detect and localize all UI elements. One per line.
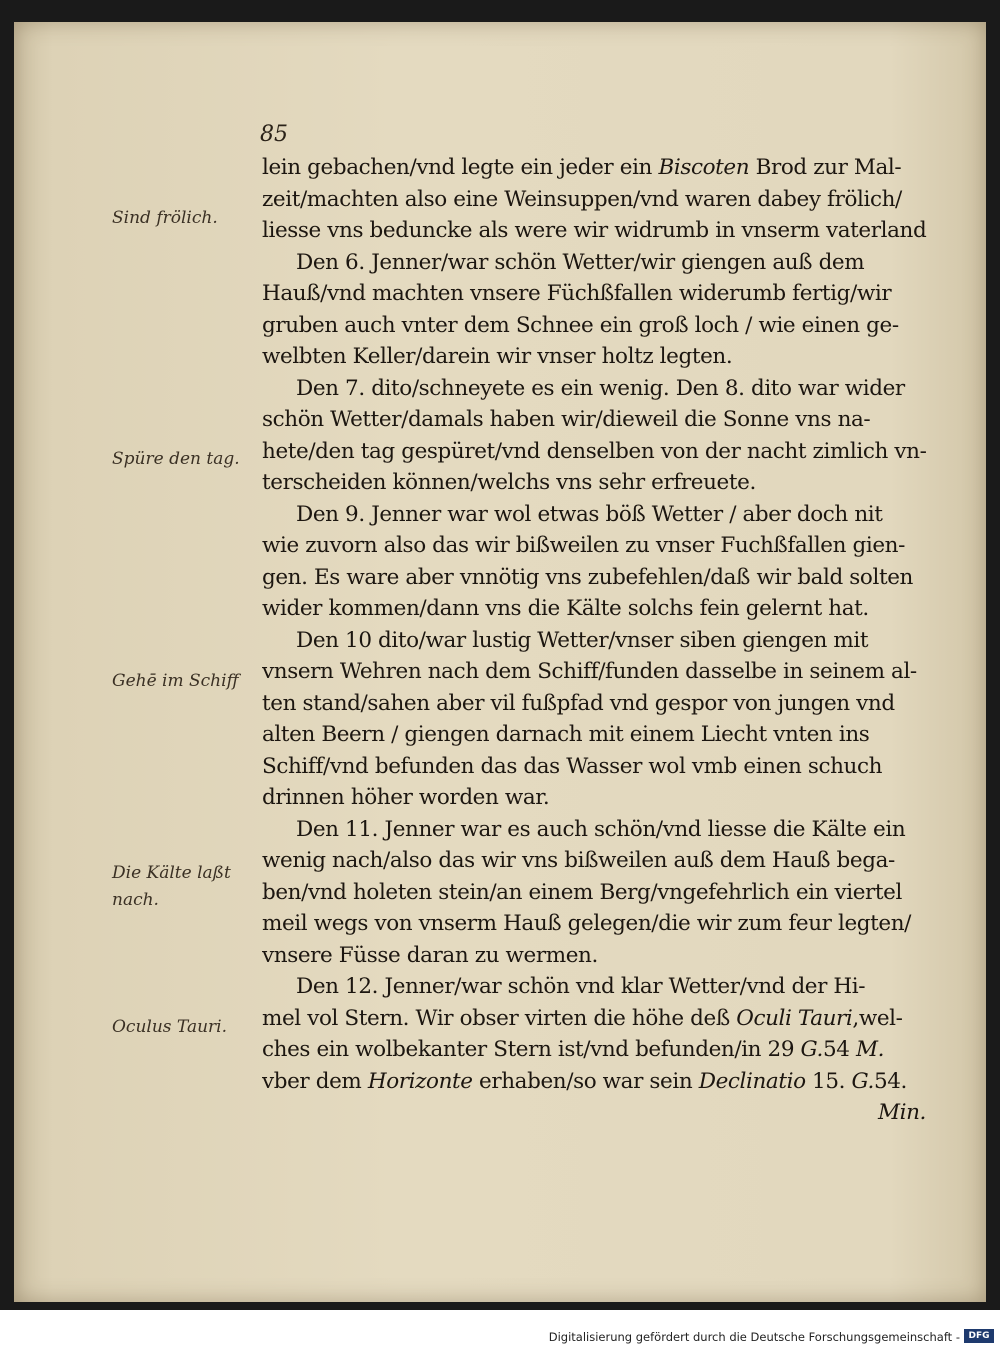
- text-line: [262, 1034, 934, 1066]
- margin-note-frolich: Sind frölich.: [112, 208, 218, 228]
- text-segment: ,wel-: [852, 1005, 903, 1031]
- text-segment: lein gebachen/vnd legte ein jeder ein: [262, 155, 659, 180]
- text-segment: 15.: [805, 1068, 852, 1094]
- text-line: [262, 436, 934, 468]
- text-line: [262, 278, 934, 310]
- text-segment: erhaben/so war sein: [472, 1068, 699, 1094]
- text-segment: vnsere Füsse daran zu wermen.: [262, 942, 598, 968]
- text-line: [262, 1097, 934, 1129]
- text-segment: Den 11. Jenner war es auch schön/vnd liesse die Kälte ein: [296, 816, 906, 842]
- text-line: [262, 247, 934, 279]
- margin-note-tag: Spüre den tag.: [112, 449, 240, 469]
- text-segment: Den 12. Jenner/war schön vnd klar Wetter/vnd der Hi-: [296, 974, 866, 999]
- text-segment: meil wegs von vnserm Hauß gelegen/die wir zum feur legten/: [262, 911, 911, 936]
- latin-term: G.: [851, 1068, 874, 1094]
- latin-term: Horizonte: [367, 1068, 473, 1094]
- text-line: [262, 530, 934, 562]
- text-segment: drinnen höher worden war.: [262, 785, 550, 810]
- text-line: [262, 341, 934, 373]
- text-segment: Schiff/vnd befunden das das Wasser wol vmb einen schuch: [262, 753, 883, 779]
- text-segment: Den 9. Jenner war wol etwas böß Wetter / aber doch nit: [296, 501, 883, 527]
- text-line: [262, 152, 934, 184]
- text-line: [262, 751, 934, 783]
- latin-term: M.: [856, 1037, 885, 1062]
- text-segment: liesse vns beduncke als were wir widrumb in vnserm vaterland: [262, 218, 927, 243]
- text-line: [262, 656, 934, 688]
- text-segment: wenig nach/also das wir vns bißweilen auß dem Hauß bega-: [262, 848, 895, 873]
- text-line: [262, 877, 934, 909]
- text-line: [262, 625, 934, 657]
- footer-credit: Digitalisierung gefördert durch die Deutsche Forschungsgemeinschaft -: [548, 1330, 960, 1344]
- text-segment: wider kommen/dann vns die Kälte solchs fein gelernt hat.: [262, 596, 869, 621]
- text-line: [262, 1003, 934, 1035]
- body-text: [262, 152, 934, 1129]
- text-line: [262, 310, 934, 342]
- text-line: [262, 971, 934, 1003]
- margin-note-kalte: Die Kälte laßt: [112, 863, 231, 883]
- text-segment: ben/vnd holeten stein/an einem Berg/vngefehrlich ein viertel: [262, 879, 902, 905]
- text-segment: 54: [823, 1037, 856, 1062]
- margin-note-schiff: Gehē im Schiff: [112, 671, 239, 691]
- margin-note-kalte-cont: nach.: [112, 890, 159, 910]
- text-segment: vber dem: [262, 1068, 368, 1094]
- latin-term: G.: [800, 1037, 823, 1062]
- text-segment: Den 7. dito/schneyete es ein wenig. Den 8. dito war wider: [296, 375, 905, 401]
- latin-term: Declinatio: [698, 1068, 806, 1094]
- text-line: [262, 184, 934, 216]
- text-segment: Brod zur Mal-: [749, 155, 902, 180]
- text-segment: ches ein wolbekanter Stern ist/vnd befunden/in 29: [262, 1037, 801, 1062]
- text-segment: welbten Keller/darein wir vnser holtz legten.: [262, 344, 733, 369]
- text-line: [262, 404, 934, 436]
- text-line: [262, 1066, 934, 1098]
- text-line: [262, 499, 934, 531]
- book-page: [14, 22, 986, 1302]
- text-segment: hete/den tag gespüret/vnd denselben von der nacht zimlich vn-: [262, 438, 927, 464]
- text-segment: alten Beern / giengen darnach mit einem Liecht vnten ins: [262, 722, 870, 747]
- text-line: [262, 940, 934, 972]
- text-line: [262, 814, 934, 846]
- margin-note-tauri: Oculus Tauri.: [112, 1017, 227, 1037]
- text-segment: Hauß/vnd machten vnsere Füchßfallen widerumb fertig/wir: [262, 281, 892, 306]
- text-segment: Den 10 dito/war lustig Wetter/vnser siben giengen mit: [296, 627, 869, 653]
- text-segment: wie zuvorn also das wir bißweilen zu vnser Fuchßfallen gien-: [262, 533, 905, 558]
- text-line: [262, 782, 934, 814]
- latin-term: Min.: [878, 1100, 926, 1125]
- text-line: [262, 908, 934, 940]
- latin-term: Oculi Tauri: [736, 1005, 853, 1031]
- footer-bar: [0, 1326, 1000, 1348]
- text-line: [262, 593, 934, 625]
- text-line: [262, 373, 934, 405]
- text-segment: Den 6. Jenner/war schön Wetter/wir giengen auß dem: [296, 249, 865, 275]
- text-segment: terscheiden können/welchs vns sehr erfreuete.: [262, 470, 756, 495]
- text-line: [262, 467, 934, 499]
- text-segment: schön Wetter/damals haben wir/dieweil die Sonne vns na-: [262, 407, 871, 432]
- text-segment: ten stand/sahen aber vil fußpfad vnd gespor von jungen vnd: [262, 690, 895, 716]
- text-line: [262, 845, 934, 877]
- text-segment: gruben auch vnter dem Schnee ein groß loch / wie einen ge-: [262, 312, 899, 338]
- text-line: [262, 562, 934, 594]
- text-segment: 54.: [873, 1068, 907, 1094]
- dfg-logo: DFG: [964, 1329, 994, 1343]
- latin-term: Biscoten: [658, 155, 750, 180]
- text-line: [262, 688, 934, 720]
- page-number: 85: [260, 122, 288, 147]
- text-line: [262, 215, 934, 247]
- text-line: [262, 719, 934, 751]
- text-segment: zeit/machten also eine Weinsuppen/vnd waren dabey frölich/: [262, 186, 902, 212]
- text-segment: gen. Es ware aber vnnötig vns zubefehlen/daß wir bald solten: [262, 564, 913, 590]
- text-segment: vnsern Wehren nach dem Schiff/funden dasselbe in seinem al-: [262, 659, 917, 684]
- text-segment: mel vol Stern. Wir obser virten die höhe deß: [262, 1005, 737, 1031]
